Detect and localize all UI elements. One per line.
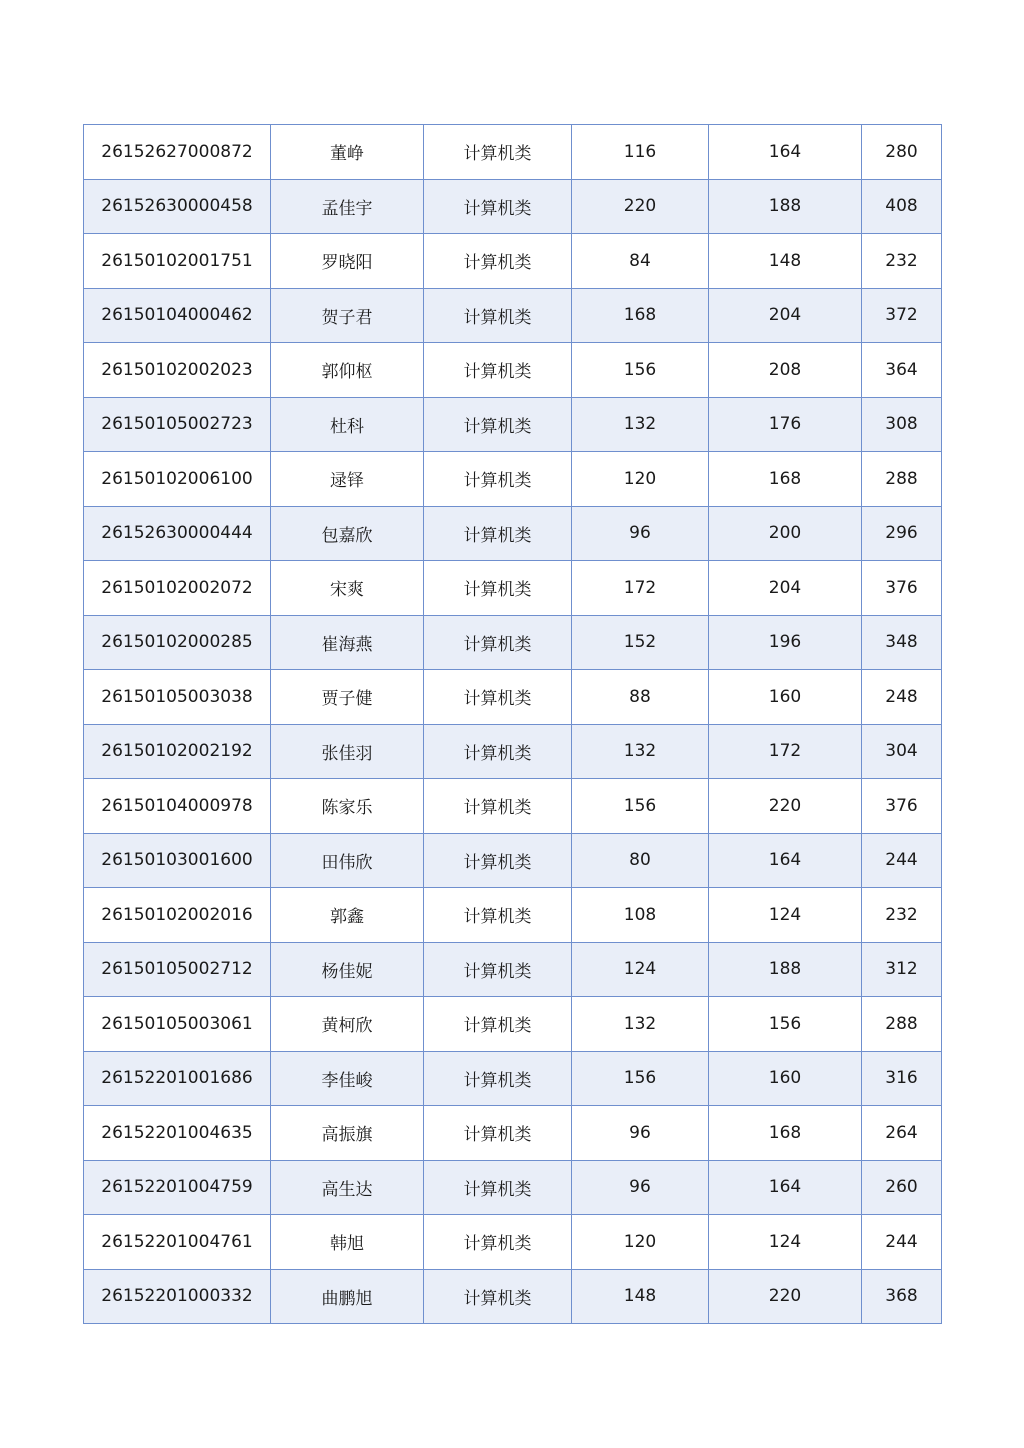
score2-cell: 172 (709, 724, 862, 779)
score2-cell: 196 (709, 615, 862, 670)
major-cell: 计算机类 (424, 1269, 572, 1324)
candidate-id-cell: 26150105002712 (84, 942, 271, 997)
name-cell: 逯铎 (271, 452, 424, 507)
major-cell: 计算机类 (424, 506, 572, 561)
total-cell: 304 (862, 724, 942, 779)
score1-cell: 152 (572, 615, 709, 670)
candidate-id-cell: 26150102001751 (84, 234, 271, 289)
score1-cell: 108 (572, 888, 709, 943)
table-row (84, 1106, 942, 1161)
total-cell: 368 (862, 1269, 942, 1324)
candidate-id-cell: 26150105003061 (84, 997, 271, 1052)
major-cell: 计算机类 (424, 125, 572, 180)
table-row (84, 1269, 942, 1324)
name-cell: 孟佳宇 (271, 179, 424, 234)
name-cell: 崔海燕 (271, 615, 424, 670)
table-row (84, 506, 942, 561)
total-cell: 244 (862, 833, 942, 888)
major-cell: 计算机类 (424, 343, 572, 398)
table-row (84, 234, 942, 289)
name-cell: 郭鑫 (271, 888, 424, 943)
total-cell: 264 (862, 1106, 942, 1161)
candidate-id-cell: 26150104000462 (84, 288, 271, 343)
score2-cell: 164 (709, 1160, 862, 1215)
total-cell: 372 (862, 288, 942, 343)
score2-cell: 208 (709, 343, 862, 398)
major-cell: 计算机类 (424, 670, 572, 725)
name-cell: 郭仰枢 (271, 343, 424, 398)
score2-cell: 160 (709, 670, 862, 725)
major-cell: 计算机类 (424, 234, 572, 289)
total-cell: 232 (862, 888, 942, 943)
score1-cell: 96 (572, 1160, 709, 1215)
major-cell: 计算机类 (424, 833, 572, 888)
candidate-id-cell: 26152201000332 (84, 1269, 271, 1324)
candidate-id-cell: 26150102002016 (84, 888, 271, 943)
candidate-id-cell: 26150104000978 (84, 779, 271, 834)
score2-cell: 220 (709, 1269, 862, 1324)
total-cell: 364 (862, 343, 942, 398)
score2-cell: 188 (709, 942, 862, 997)
candidate-id-cell: 26152630000444 (84, 506, 271, 561)
total-cell: 376 (862, 561, 942, 616)
major-cell: 计算机类 (424, 179, 572, 234)
score1-cell: 168 (572, 288, 709, 343)
major-cell: 计算机类 (424, 1051, 572, 1106)
table-row (84, 397, 942, 452)
score2-cell: 148 (709, 234, 862, 289)
table-row (84, 288, 942, 343)
score1-cell: 120 (572, 452, 709, 507)
name-cell: 李佳峻 (271, 1051, 424, 1106)
table-row (84, 724, 942, 779)
candidate-id-cell: 26150102002023 (84, 343, 271, 398)
score1-cell: 120 (572, 1215, 709, 1270)
name-cell: 黄柯欣 (271, 997, 424, 1052)
major-cell: 计算机类 (424, 942, 572, 997)
total-cell: 288 (862, 997, 942, 1052)
major-cell: 计算机类 (424, 561, 572, 616)
score2-cell: 204 (709, 288, 862, 343)
major-cell: 计算机类 (424, 997, 572, 1052)
score1-cell: 132 (572, 724, 709, 779)
score2-cell: 168 (709, 1106, 862, 1161)
total-cell: 312 (862, 942, 942, 997)
candidate-id-cell: 26152627000872 (84, 125, 271, 180)
total-cell: 296 (862, 506, 942, 561)
score2-cell: 164 (709, 833, 862, 888)
name-cell: 高生达 (271, 1160, 424, 1215)
score1-cell: 156 (572, 1051, 709, 1106)
major-cell: 计算机类 (424, 1160, 572, 1215)
total-cell: 376 (862, 779, 942, 834)
score2-cell: 188 (709, 179, 862, 234)
score2-cell: 168 (709, 452, 862, 507)
name-cell: 包嘉欣 (271, 506, 424, 561)
total-cell: 248 (862, 670, 942, 725)
score1-cell: 148 (572, 1269, 709, 1324)
candidate-id-cell: 26150102002072 (84, 561, 271, 616)
name-cell: 韩旭 (271, 1215, 424, 1270)
candidate-id-cell: 26150102000285 (84, 615, 271, 670)
major-cell: 计算机类 (424, 888, 572, 943)
total-cell: 288 (862, 452, 942, 507)
candidate-id-cell: 26152201004761 (84, 1215, 271, 1270)
table-row (84, 452, 942, 507)
major-cell: 计算机类 (424, 615, 572, 670)
table-row (84, 833, 942, 888)
candidate-id-cell: 26150105002723 (84, 397, 271, 452)
major-cell: 计算机类 (424, 1215, 572, 1270)
name-cell: 曲鹏旭 (271, 1269, 424, 1324)
score1-cell: 96 (572, 506, 709, 561)
name-cell: 陈家乐 (271, 779, 424, 834)
major-cell: 计算机类 (424, 288, 572, 343)
total-cell: 308 (862, 397, 942, 452)
score2-cell: 200 (709, 506, 862, 561)
score2-cell: 204 (709, 561, 862, 616)
candidate-id-cell: 26150105003038 (84, 670, 271, 725)
candidate-id-cell: 26150102006100 (84, 452, 271, 507)
table-row (84, 997, 942, 1052)
table-row (84, 125, 942, 180)
table-row (84, 615, 942, 670)
score2-cell: 124 (709, 1215, 862, 1270)
score1-cell: 116 (572, 125, 709, 180)
score1-cell: 156 (572, 779, 709, 834)
score2-cell: 164 (709, 125, 862, 180)
score1-cell: 96 (572, 1106, 709, 1161)
score2-cell: 124 (709, 888, 862, 943)
table-row (84, 888, 942, 943)
table-row (84, 1215, 942, 1270)
candidate-id-cell: 26150103001600 (84, 833, 271, 888)
score1-cell: 220 (572, 179, 709, 234)
table-row (84, 179, 942, 234)
name-cell: 贾子健 (271, 670, 424, 725)
table-row (84, 670, 942, 725)
score1-cell: 84 (572, 234, 709, 289)
candidate-id-cell: 26150102002192 (84, 724, 271, 779)
score2-cell: 160 (709, 1051, 862, 1106)
total-cell: 232 (862, 234, 942, 289)
score1-cell: 124 (572, 942, 709, 997)
table-row (84, 561, 942, 616)
total-cell: 244 (862, 1215, 942, 1270)
score2-cell: 156 (709, 997, 862, 1052)
score-table (83, 124, 942, 1324)
score1-cell: 80 (572, 833, 709, 888)
name-cell: 董峥 (271, 125, 424, 180)
score2-cell: 176 (709, 397, 862, 452)
score1-cell: 172 (572, 561, 709, 616)
name-cell: 杜科 (271, 397, 424, 452)
table-body (84, 125, 942, 1324)
major-cell: 计算机类 (424, 452, 572, 507)
total-cell: 348 (862, 615, 942, 670)
table-row (84, 343, 942, 398)
name-cell: 田伟欣 (271, 833, 424, 888)
name-cell: 宋爽 (271, 561, 424, 616)
total-cell: 408 (862, 179, 942, 234)
score1-cell: 132 (572, 997, 709, 1052)
score1-cell: 156 (572, 343, 709, 398)
name-cell: 罗晓阳 (271, 234, 424, 289)
major-cell: 计算机类 (424, 397, 572, 452)
name-cell: 贺子君 (271, 288, 424, 343)
candidate-id-cell: 26152201004635 (84, 1106, 271, 1161)
major-cell: 计算机类 (424, 1106, 572, 1161)
score2-cell: 220 (709, 779, 862, 834)
table-row (84, 1160, 942, 1215)
score1-cell: 88 (572, 670, 709, 725)
name-cell: 张佳羽 (271, 724, 424, 779)
table-row (84, 779, 942, 834)
name-cell: 高振旗 (271, 1106, 424, 1161)
major-cell: 计算机类 (424, 724, 572, 779)
candidate-id-cell: 26152630000458 (84, 179, 271, 234)
candidate-id-cell: 26152201004759 (84, 1160, 271, 1215)
name-cell: 杨佳妮 (271, 942, 424, 997)
candidate-id-cell: 26152201001686 (84, 1051, 271, 1106)
total-cell: 316 (862, 1051, 942, 1106)
major-cell: 计算机类 (424, 779, 572, 834)
score1-cell: 132 (572, 397, 709, 452)
total-cell: 280 (862, 125, 942, 180)
table-row (84, 942, 942, 997)
total-cell: 260 (862, 1160, 942, 1215)
table-row (84, 1051, 942, 1106)
